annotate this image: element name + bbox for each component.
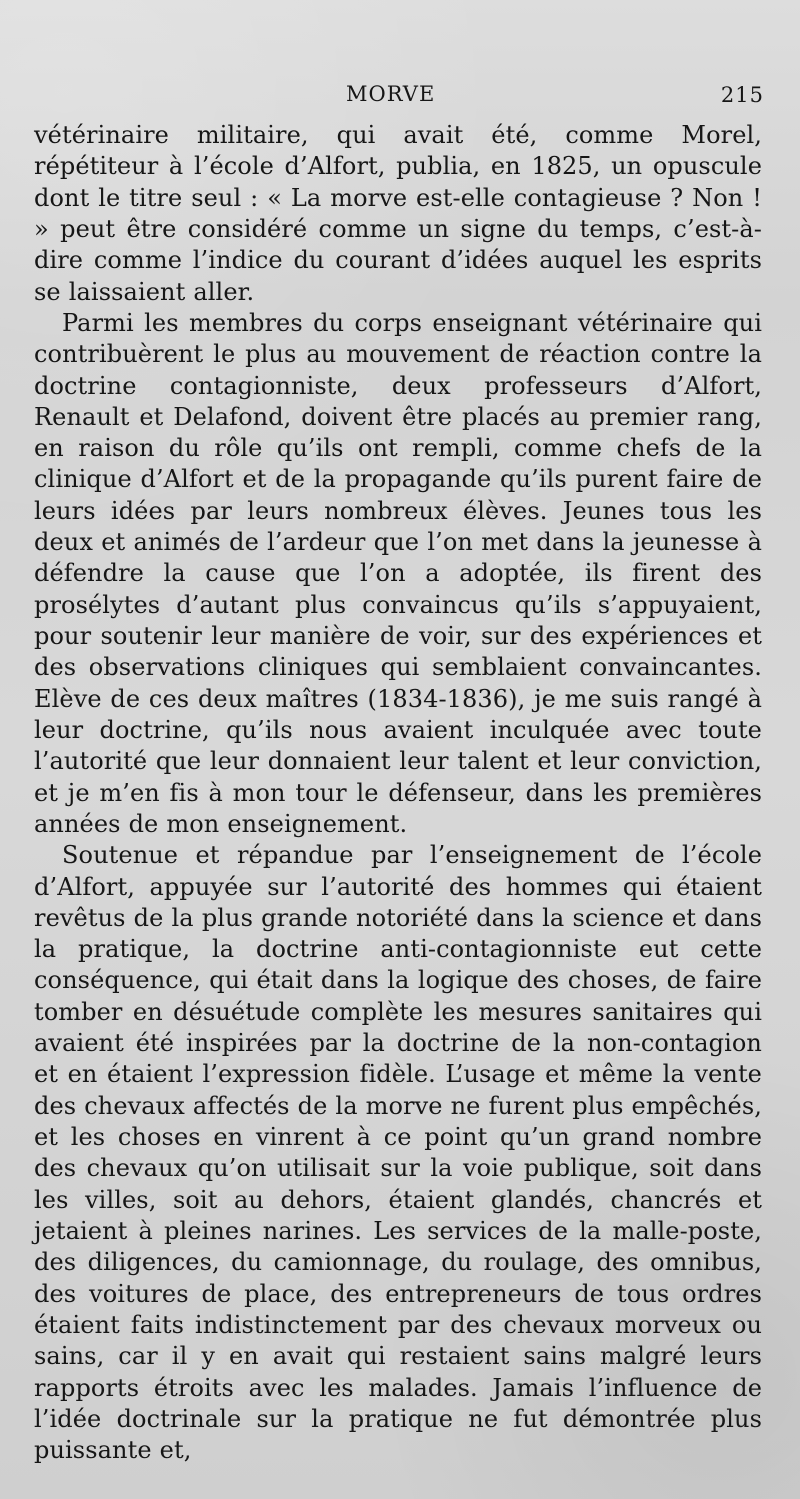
paragraph-3: Soutenue et répandue par l’enseignement de l’école d’Alfort, appuyée sur l’autorité des hommes qui étaient revêtus de la plus grande notoriété dans la science et dans la pratique, la doctrine anti-contagionniste eut cette conséquence, qui était dans la logique des choses, de faire tomber en désuétude complète les mesures sanitaires qui avaient été inspirées par la doctrine de la non-contagion et en étaient l’expression fidèle. L’usage et même la vente des chevaux affectés de la morve ne furent plus empêchés, et les choses en vinrent à ce point qu’un grand nombre des chevaux qu’on utilisait sur la voie publique, soit dans les villes, soit au dehors, étaient glandés, chancrés et jetaient à pleines narines. Les services de la malle-poste, des diligences, du camionnage, du roulage, des omnibus, des voitures de place, des entrepreneurs de tous ordres étaient faits indistinctement par des chevaux morveux ou sains, car il y en avait qui restaient sains malgré leurs rapports étroits avec les malades. Jamais l’influence de l’idée doctrinale sur la pratique ne fut démontrée plus puissante et, (34, 841, 762, 1465)
page-text (34, 120, 762, 1466)
page-header (0, 82, 800, 110)
running-title: MORVE (346, 82, 436, 106)
paragraph-1: vétérinaire militaire, qui avait été, comme Morel, répétiteur à l’école d’Alfort, publia, en 1825, un opuscule dont le titre seul : « La morve est-elle contagieuse ? Non ! » peut être considéré comme un signe du temps, c’est-à-dire comme l’indice du courant d’idées auquel les esprits se laissaient aller. (34, 121, 762, 306)
paragraph-2: Parmi les membres du corps enseignant vétérinaire qui contribuèrent le plus au mouvement de réaction contre la doctrine contagionniste, deux professeurs d’Alfort, Renault et Delafond, doivent être placés au premier rang, en raison du rôle qu’ils ont rempli, comme chefs de la clinique d’Alfort et de la propagande qu’ils purent faire de leurs idées par leurs nombreux élèves. Jeunes tous les deux et animés de l’ardeur que l’on met dans la jeunesse à défendre la cause que l’on a adoptée, ils firent des prosélytes d’autant plus convaincus qu’ils s’appuyaient, pour soutenir leur manière de voir, sur des expériences et des observations cliniques qui semblaient convaincantes. Elève de ces deux maîtres (1834-1836), je me suis rangé à leur doctrine, qu’ils nous avaient inculquée avec toute l’autorité que leur donnaient leur talent et leur conviction, et je m’en fis à mon tour le défenseur, dans les premières années de mon enseignement. (34, 308, 762, 838)
page-number: 215 (720, 83, 764, 107)
